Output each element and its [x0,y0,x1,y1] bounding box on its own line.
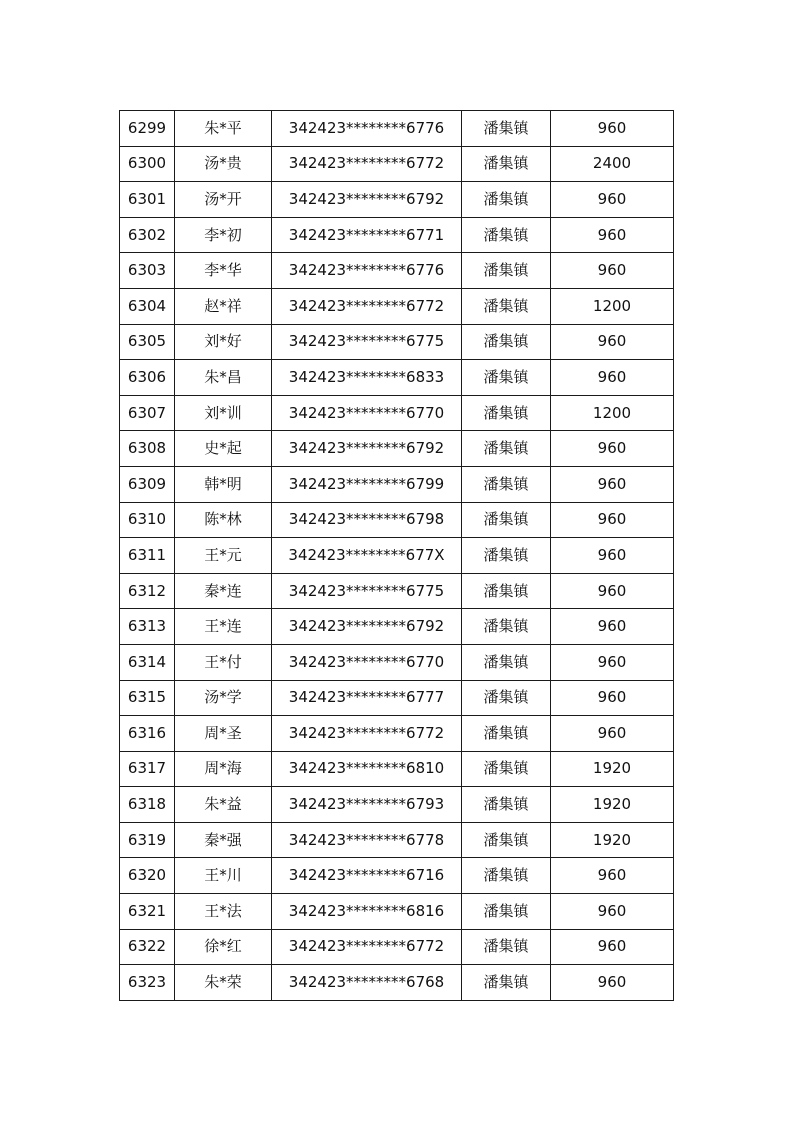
cell-amount: 960 [551,217,674,253]
cell-amount: 1200 [551,395,674,431]
table-row [120,965,674,1001]
cell-town: 潘集镇 [462,787,551,823]
cell-id-number: 342423********6770 [272,395,462,431]
cell-serial-number: 6301 [120,182,175,218]
table-row [120,360,674,396]
cell-amount: 960 [551,573,674,609]
cell-serial-number: 6322 [120,929,175,965]
table-row [120,609,674,645]
cell-amount: 1200 [551,288,674,324]
cell-id-number: 342423********6792 [272,431,462,467]
cell-id-number: 342423********6772 [272,146,462,182]
table-row [120,324,674,360]
cell-serial-number: 6320 [120,858,175,894]
cell-id-number: 342423********6776 [272,253,462,289]
cell-amount: 960 [551,716,674,752]
table-row [120,929,674,965]
cell-town: 潘集镇 [462,858,551,894]
cell-town: 潘集镇 [462,431,551,467]
cell-name: 王*连 [175,609,272,645]
cell-serial-number: 6313 [120,609,175,645]
cell-id-number: 342423********6768 [272,965,462,1001]
table-row [120,502,674,538]
cell-amount: 1920 [551,822,674,858]
table-row [120,466,674,502]
cell-town: 潘集镇 [462,288,551,324]
cell-serial-number: 6318 [120,787,175,823]
cell-name: 汤*学 [175,680,272,716]
cell-id-number: 342423********6793 [272,787,462,823]
cell-town: 潘集镇 [462,965,551,1001]
cell-serial-number: 6303 [120,253,175,289]
cell-name: 秦*强 [175,822,272,858]
cell-name: 王*法 [175,894,272,930]
cell-serial-number: 6306 [120,360,175,396]
cell-id-number: 342423********6778 [272,822,462,858]
cell-amount: 960 [551,965,674,1001]
table-row [120,858,674,894]
cell-town: 潘集镇 [462,609,551,645]
cell-serial-number: 6317 [120,751,175,787]
cell-id-number: 342423********6716 [272,858,462,894]
cell-serial-number: 6316 [120,716,175,752]
table-row [120,431,674,467]
cell-town: 潘集镇 [462,538,551,574]
cell-name: 王*付 [175,644,272,680]
cell-name: 朱*平 [175,111,272,147]
cell-town: 潘集镇 [462,324,551,360]
cell-amount: 960 [551,929,674,965]
cell-name: 赵*祥 [175,288,272,324]
cell-amount: 2400 [551,146,674,182]
table-row [120,573,674,609]
cell-serial-number: 6311 [120,538,175,574]
cell-name: 周*圣 [175,716,272,752]
cell-serial-number: 6315 [120,680,175,716]
table-row [120,822,674,858]
cell-town: 潘集镇 [462,644,551,680]
cell-name: 汤*开 [175,182,272,218]
cell-serial-number: 6308 [120,431,175,467]
cell-serial-number: 6304 [120,288,175,324]
cell-name: 陈*林 [175,502,272,538]
cell-town: 潘集镇 [462,360,551,396]
table-row [120,111,674,147]
cell-id-number: 342423********6772 [272,716,462,752]
cell-id-number: 342423********6772 [272,288,462,324]
cell-town: 潘集镇 [462,217,551,253]
cell-name: 刘*训 [175,395,272,431]
cell-town: 潘集镇 [462,822,551,858]
table-row [120,716,674,752]
cell-name: 汤*贵 [175,146,272,182]
cell-amount: 960 [551,431,674,467]
cell-serial-number: 6312 [120,573,175,609]
cell-name: 李*初 [175,217,272,253]
cell-amount: 960 [551,466,674,502]
table-row [120,538,674,574]
cell-town: 潘集镇 [462,111,551,147]
cell-town: 潘集镇 [462,182,551,218]
cell-town: 潘集镇 [462,395,551,431]
table-row [120,644,674,680]
cell-id-number: 342423********677X [272,538,462,574]
cell-amount: 960 [551,644,674,680]
cell-amount: 1920 [551,787,674,823]
table-row [120,680,674,716]
cell-name: 周*海 [175,751,272,787]
cell-serial-number: 6299 [120,111,175,147]
cell-amount: 960 [551,609,674,645]
cell-amount: 960 [551,894,674,930]
cell-id-number: 342423********6792 [272,609,462,645]
cell-id-number: 342423********6810 [272,751,462,787]
cell-serial-number: 6305 [120,324,175,360]
table-row [120,182,674,218]
cell-name: 王*川 [175,858,272,894]
cell-id-number: 342423********6776 [272,111,462,147]
cell-name: 王*元 [175,538,272,574]
table-row [120,146,674,182]
subsidy-table [119,110,674,1001]
cell-amount: 960 [551,538,674,574]
table-row [120,395,674,431]
cell-town: 潘集镇 [462,929,551,965]
cell-town: 潘集镇 [462,680,551,716]
cell-serial-number: 6319 [120,822,175,858]
cell-name: 李*华 [175,253,272,289]
cell-name: 朱*益 [175,787,272,823]
cell-id-number: 342423********6775 [272,573,462,609]
cell-amount: 1920 [551,751,674,787]
table-row [120,751,674,787]
cell-name: 徐*红 [175,929,272,965]
cell-name: 朱*昌 [175,360,272,396]
cell-amount: 960 [551,360,674,396]
cell-id-number: 342423********6771 [272,217,462,253]
cell-serial-number: 6300 [120,146,175,182]
cell-town: 潘集镇 [462,146,551,182]
cell-id-number: 342423********6799 [272,466,462,502]
cell-id-number: 342423********6772 [272,929,462,965]
table-row [120,288,674,324]
cell-id-number: 342423********6792 [272,182,462,218]
cell-town: 潘集镇 [462,466,551,502]
cell-name: 秦*连 [175,573,272,609]
cell-name: 刘*好 [175,324,272,360]
cell-id-number: 342423********6833 [272,360,462,396]
cell-town: 潘集镇 [462,716,551,752]
cell-serial-number: 6302 [120,217,175,253]
cell-id-number: 342423********6798 [272,502,462,538]
cell-town: 潘集镇 [462,894,551,930]
table-row [120,217,674,253]
cell-name: 史*起 [175,431,272,467]
table-row [120,253,674,289]
table-row [120,894,674,930]
cell-name: 韩*明 [175,466,272,502]
cell-id-number: 342423********6816 [272,894,462,930]
cell-town: 潘集镇 [462,502,551,538]
cell-name: 朱*荣 [175,965,272,1001]
cell-serial-number: 6307 [120,395,175,431]
cell-amount: 960 [551,858,674,894]
cell-serial-number: 6310 [120,502,175,538]
cell-amount: 960 [551,182,674,218]
cell-town: 潘集镇 [462,253,551,289]
cell-amount: 960 [551,324,674,360]
cell-id-number: 342423********6770 [272,644,462,680]
cell-amount: 960 [551,111,674,147]
table-row [120,787,674,823]
cell-amount: 960 [551,502,674,538]
cell-town: 潘集镇 [462,573,551,609]
cell-serial-number: 6314 [120,644,175,680]
cell-serial-number: 6309 [120,466,175,502]
document-table-container [119,110,673,1001]
cell-town: 潘集镇 [462,751,551,787]
cell-amount: 960 [551,680,674,716]
cell-id-number: 342423********6777 [272,680,462,716]
cell-serial-number: 6321 [120,894,175,930]
cell-serial-number: 6323 [120,965,175,1001]
cell-amount: 960 [551,253,674,289]
cell-id-number: 342423********6775 [272,324,462,360]
